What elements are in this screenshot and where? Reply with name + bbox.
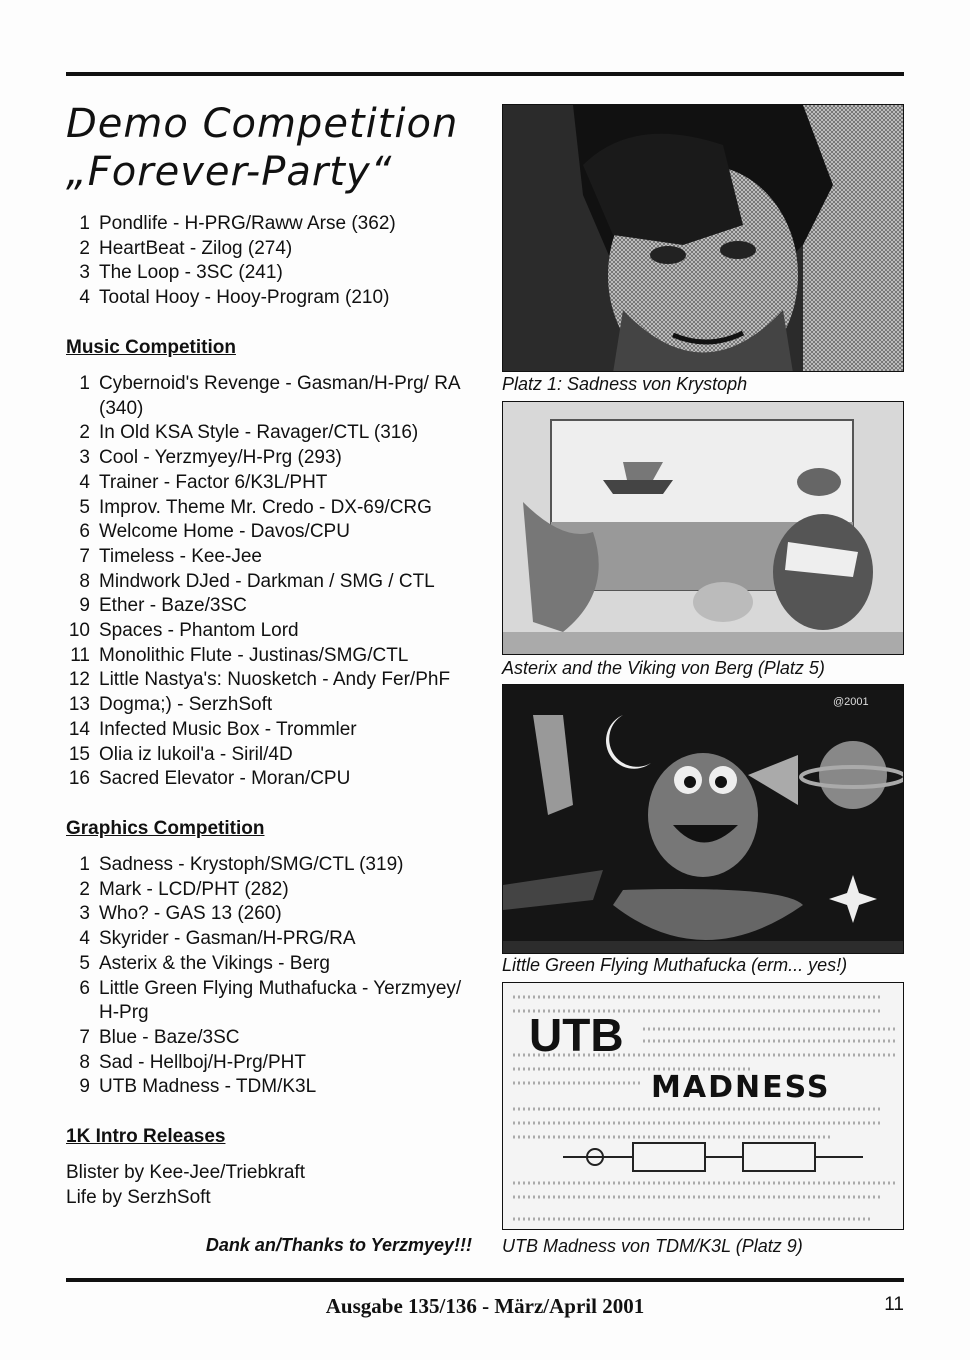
- list-item: [66, 1026, 486, 1051]
- utb-word: UTB: [529, 1009, 624, 1061]
- entry-text: Timeless - Kee-Jee: [99, 545, 262, 567]
- caption-utb-madness: UTB Madness von TDM/K3L (Platz 9): [502, 1236, 803, 1256]
- list-item: [66, 927, 486, 952]
- list-item: [66, 977, 486, 1026]
- asterix-image: [502, 401, 904, 655]
- entry-text: Sad - Hellboj/H-Prg/PHT: [99, 1051, 306, 1073]
- intro-heading: 1K Intro Releases: [66, 1126, 226, 1147]
- entry-text: Sacred Elevator - Moran/CPU: [99, 768, 351, 790]
- graphics-heading: Graphics Competition: [66, 818, 265, 839]
- rank-number: 1: [79, 373, 90, 394]
- entry-text: Cool - Yerzmyey/H-Prg (293): [99, 447, 342, 469]
- entry-text: Trainer - Factor 6/K3L/PHT: [99, 471, 328, 493]
- utb-madness-image: [502, 982, 904, 1230]
- rank-number: 13: [68, 694, 90, 716]
- rank-number: 9: [79, 595, 90, 617]
- list-item: [66, 1075, 486, 1100]
- list-item: [66, 286, 486, 311]
- top-rule: [66, 72, 904, 76]
- list-item: [66, 718, 486, 743]
- list-item: [66, 520, 486, 545]
- entry-text: Pondlife - H-PRG/Raww Arse (362): [99, 213, 396, 234]
- entry-text: Mark - LCD/PHT (282): [99, 878, 289, 900]
- list-item: [66, 471, 486, 496]
- list-item: [66, 261, 486, 286]
- rank-number: 1: [79, 854, 90, 875]
- rank-number: 3: [79, 903, 90, 925]
- demo-results-list: [66, 212, 486, 311]
- rank-number: 8: [79, 1051, 90, 1073]
- rank-number: 8: [79, 570, 90, 592]
- intro-line-2: Life by SerzhSoft: [66, 1186, 211, 1208]
- entry-text: Who? - GAS 13 (260): [99, 903, 282, 925]
- list-item: [66, 237, 486, 262]
- list-item: [66, 878, 486, 903]
- rank-number: 4: [79, 471, 90, 493]
- caption-muthafucka: Little Green Flying Muthafucka (erm... yes!): [502, 955, 848, 975]
- entry-text: In Old KSA Style - Ravager/CTL (316): [99, 422, 419, 444]
- entry-text: Mindwork DJed - Darkman / SMG / CTL: [99, 570, 435, 592]
- entry-text: Asterix & the Vikings - Berg: [99, 952, 330, 974]
- entry-text: Ether - Baze/3SC: [99, 595, 247, 617]
- list-item: [66, 496, 486, 521]
- thanks-note: Dank an/Thanks to Yerzmyey!!!: [205, 1235, 472, 1255]
- list-item: [66, 570, 486, 595]
- entry-text: Improv. Theme Mr. Credo - DX-69/CRG: [99, 496, 432, 518]
- rank-number: 6: [79, 977, 90, 999]
- list-item: [66, 767, 486, 792]
- entry-text: Olia iz lukoil'a - Siril/4D: [99, 743, 293, 765]
- page-title: [66, 100, 458, 196]
- list-item: [66, 594, 486, 619]
- entry-text: Skyrider - Gasman/H-PRG/RA: [99, 928, 356, 950]
- portrait-image: [502, 104, 904, 372]
- bottom-rule: [66, 1278, 904, 1282]
- intro-line-1: Blister by Kee-Jee/Triebkraft: [66, 1162, 305, 1183]
- list-item: [66, 212, 486, 237]
- rank-number: 4: [79, 928, 90, 950]
- list-item: [66, 693, 486, 718]
- rank-number: 3: [79, 447, 90, 469]
- page-number: 11: [884, 1294, 904, 1315]
- entry-text: Little Nastya's: Nuosketch - Andy Fer/PhF: [99, 669, 451, 691]
- entry-text: HeartBeat - Zilog (274): [99, 237, 293, 259]
- entry-text: Welcome Home - Davos/CPU: [99, 521, 350, 543]
- list-item: [66, 668, 486, 693]
- entry-text: Blue - Baze/3SC: [99, 1026, 240, 1048]
- caption-asterix: Asterix and the Viking von Berg (Platz 5): [502, 658, 825, 678]
- rank-number: 12: [68, 669, 90, 691]
- entry-text: Tootal Hooy - Hooy-Program (210): [99, 287, 390, 309]
- music-section: [66, 336, 486, 792]
- rank-number: 2: [79, 237, 90, 259]
- entry-text: The Loop - 3SC (241): [99, 262, 283, 284]
- graphics-section: [66, 817, 486, 1100]
- rank-number: 2: [79, 422, 90, 444]
- list-item: [66, 952, 486, 977]
- intro-section: [66, 1125, 486, 1210]
- pic3-year-label: @2001: [833, 696, 869, 708]
- list-item: [66, 644, 486, 669]
- rank-number: 4: [79, 287, 90, 309]
- rank-number: 1: [79, 213, 90, 234]
- entry-text: Dogma;) - SerzhSoft: [99, 694, 273, 716]
- entry-text: Monolithic Flute - Justinas/SMG/CTL: [99, 644, 409, 666]
- entry-text: Sadness - Krystoph/SMG/CTL (319): [99, 854, 404, 875]
- entry-text: Spaces - Phantom Lord: [99, 620, 299, 642]
- demo-results-section: [66, 212, 486, 311]
- list-item: [66, 619, 486, 644]
- rank-number: 10: [68, 620, 90, 642]
- rank-number: 14: [68, 718, 90, 740]
- muthafucka-image: [502, 684, 904, 954]
- caption-portrait: Platz 1: Sadness von Krystoph: [502, 374, 748, 394]
- title-line-2: „Forever-Party“: [66, 149, 393, 195]
- music-results-list: [66, 372, 486, 792]
- list-item: [66, 545, 486, 570]
- list-item: [66, 421, 486, 446]
- entry-text: Little Green Flying Muthafucka - Yerzmyey/ H-Prg: [99, 977, 462, 1024]
- rank-number: 7: [79, 545, 90, 567]
- entry-text: Cybernoid's Revenge - Gasman/H-Prg/ RA (340): [99, 373, 460, 419]
- rank-number: 16: [68, 768, 90, 790]
- list-item: [66, 902, 486, 927]
- title-line-1: Demo Competition: [66, 101, 459, 147]
- rank-number: 5: [79, 952, 90, 974]
- issue-footer: Ausgabe 135/136 - März/April 2001: [325, 1294, 645, 1318]
- list-item: [66, 853, 486, 878]
- entry-text: Infected Music Box - Trommler: [99, 718, 357, 740]
- madness-word: MADNESS: [651, 1070, 831, 1105]
- list-item: [66, 372, 486, 421]
- rank-number: 15: [68, 743, 90, 765]
- rank-number: 5: [79, 496, 90, 518]
- rank-number: 7: [79, 1026, 90, 1048]
- rank-number: 11: [70, 644, 90, 666]
- list-item: [66, 1051, 486, 1076]
- rank-number: 3: [79, 262, 90, 284]
- rank-number: 9: [79, 1076, 90, 1098]
- entry-text: UTB Madness - TDM/K3L: [99, 1076, 317, 1098]
- music-heading: Music Competition: [66, 337, 236, 358]
- list-item: [66, 743, 486, 768]
- rank-number: 2: [79, 878, 90, 900]
- list-item: [66, 446, 486, 471]
- rank-number: 6: [79, 521, 90, 543]
- graphics-results-list: [66, 853, 486, 1100]
